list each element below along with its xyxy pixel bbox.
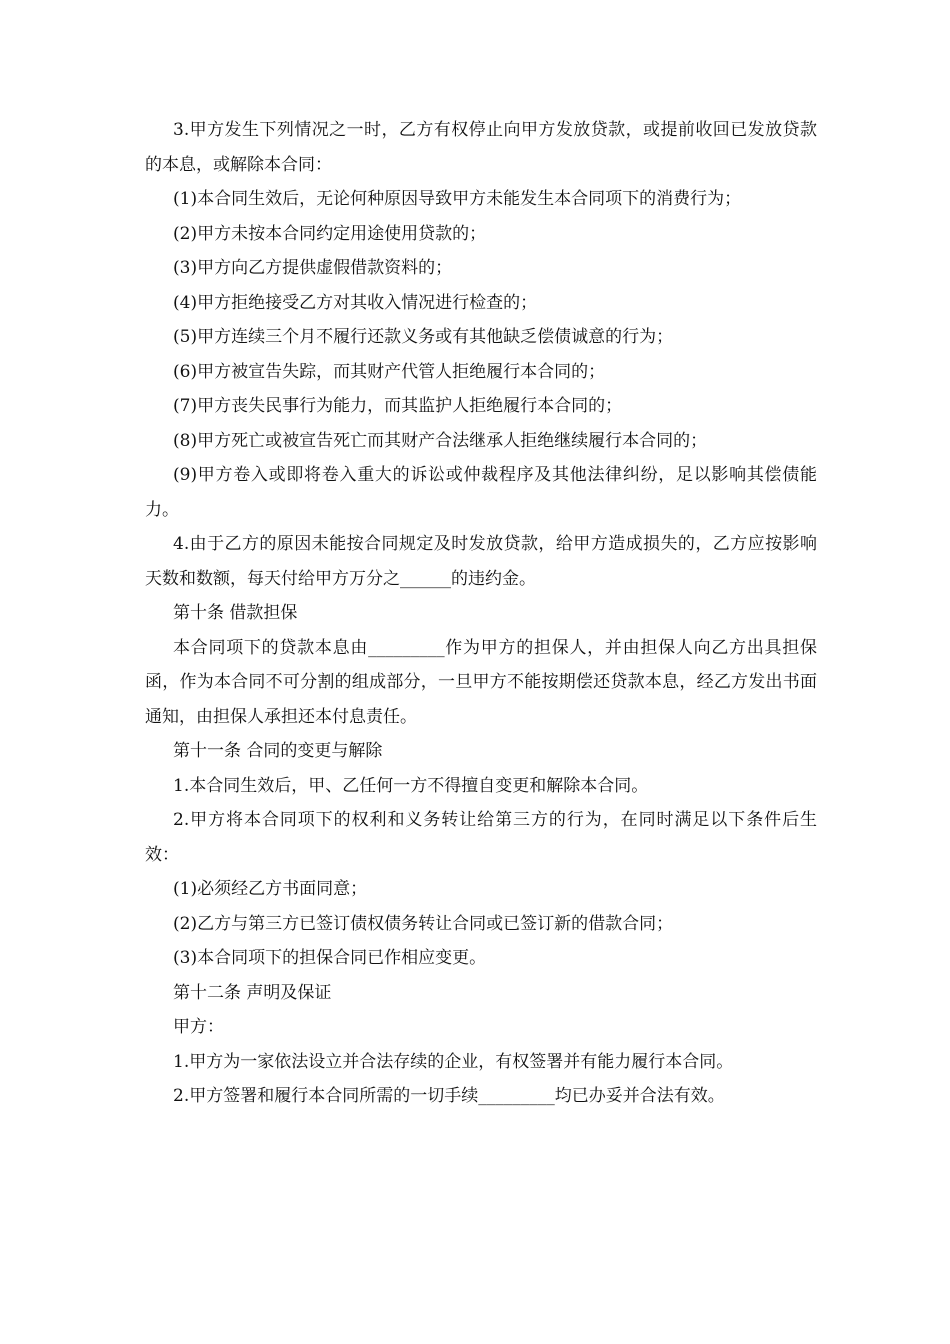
list-item-3: (3)甲方向乙方提供虚假借款资料的； bbox=[173, 258, 453, 278]
list-item-5: (5)甲方连续三个月不履行还款义务或有其他缺乏偿债诚意的行为； bbox=[173, 327, 674, 347]
list-item-7: (7)甲方丧失民事行为能力，而其监护人拒绝履行本合同的； bbox=[173, 396, 623, 416]
guarantee-paragraph: 本合同项下的贷款本息由_________作为甲方的担保人，并由担保人向乙方出具担保函，作为本合同不可分割的组成部分，一旦甲方不能按期偿还贷款本息，经乙方发出书面通知，由担保人承担还本付息责任。 bbox=[145, 637, 817, 727]
list-item-2: (2)甲方未按本合同约定用途使用贷款的； bbox=[173, 223, 487, 244]
condition-item-1: (1)必须经乙方书面同意； bbox=[173, 879, 368, 899]
change-clause-1: 1.本合同生效后，甲、乙任何一方不得擅自变更和解除本合同。 bbox=[173, 775, 649, 796]
declaration-item-1: 1.甲方为一家依法设立并合法存续的企业，有权签署并有能力履行本合同。 bbox=[173, 1051, 734, 1072]
change-clause-2: 2.甲方将本合同项下的权利和义务转让给第三方的行为，在同时满足以下条件后生效： bbox=[145, 810, 817, 865]
party-a-label: 甲方： bbox=[173, 1017, 224, 1037]
condition-item-3: (3)本合同项下的担保合同已作相应变更。 bbox=[173, 948, 487, 968]
declaration-item-2: 2.甲方签署和履行本合同所需的一切手续_________均已办妥并合法有效。 bbox=[173, 1086, 725, 1106]
list-item-1: (1)本合同生效后，无论何种原因导致甲方未能发生本合同项下的消费行为； bbox=[173, 189, 742, 209]
clause-4-paragraph: 4.由于乙方的原因未能按合同规定及时发放贷款，给甲方造成损失的，乙方应按影响天数和数额，每天付给甲方万分之______的违约金。 bbox=[145, 534, 817, 589]
document-body bbox=[145, 113, 817, 1114]
list-item-6: (6)甲方被宣告失踪，而其财产代管人拒绝履行本合同的； bbox=[173, 361, 606, 382]
list-item-9: (9)甲方卷入或即将卷入重大的诉讼或仲裁程序及其他法律纠纷，足以影响其偿债能力。 bbox=[145, 465, 817, 520]
article-12-heading: 第十二条 声明及保证 bbox=[173, 982, 332, 1003]
condition-item-2: (2)乙方与第三方已签订债权债务转让合同或已签订新的借款合同； bbox=[173, 913, 674, 934]
clause-3-paragraph: 3.甲方发生下列情况之一时，乙方有权停止向甲方发放贷款，或提前收回已发放贷款的本息，或解除本合同： bbox=[145, 120, 817, 175]
article-11-heading: 第十一条 合同的变更与解除 bbox=[173, 741, 383, 761]
list-item-8: (8)甲方死亡或被宣告死亡而其财产合法继承人拒绝继续履行本合同的； bbox=[173, 430, 708, 451]
list-item-4: (4)甲方拒绝接受乙方对其收入情况进行检查的； bbox=[173, 292, 538, 313]
article-10-heading: 第十条 借款担保 bbox=[173, 603, 298, 623]
